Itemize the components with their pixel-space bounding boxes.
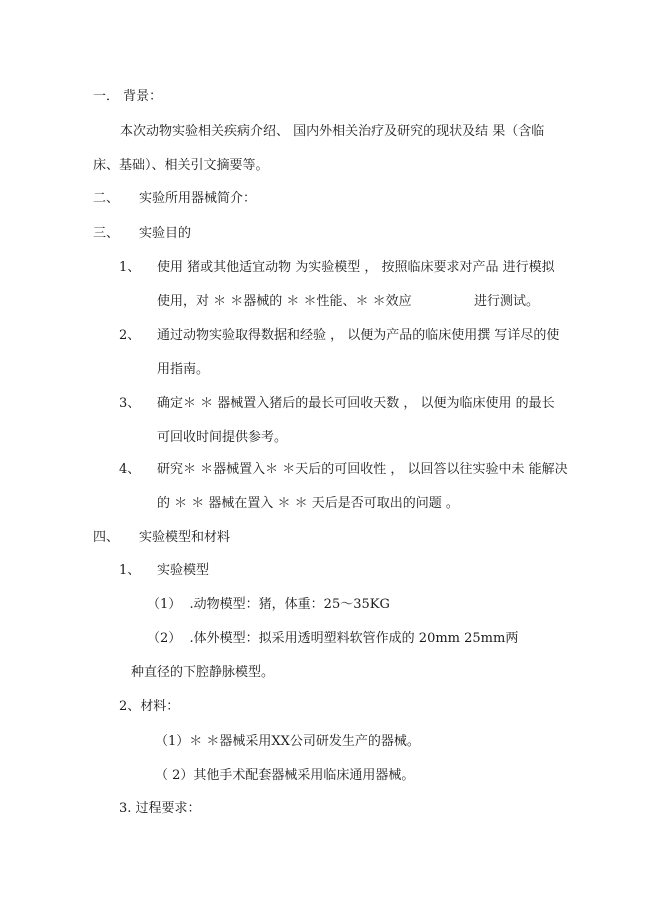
purpose-1-line-2-end: 进行测试。 <box>474 294 540 309</box>
section-1-body-line-2: 床、基础）、相关引文摘要等。 <box>93 158 269 173</box>
purpose-4-line-2: 的 ＊ ＊ 器械在置入 ＊ ＊ 天后是否可取出的问题 。 <box>157 496 459 511</box>
purpose-2-line-1: 通过动物实验取得数据和经验 ， 以便为产品的临床使用撰 写详尽的使 <box>157 328 560 343</box>
model-number: 1、 <box>119 563 141 578</box>
section-3-number: 三、 <box>93 226 120 241</box>
section-2-number: 二、 <box>93 191 120 206</box>
section-4-number: 四、 <box>93 530 120 545</box>
materials-item-2: （ 2）其他手术配套器械采用临床通用器械。 <box>155 768 415 783</box>
purpose-3-number: 3、 <box>119 396 141 411</box>
purpose-3-line-2: 可回收时间提供参考。 <box>157 430 288 445</box>
purpose-4-number: 4、 <box>119 462 141 477</box>
purpose-2-number: 2、 <box>119 328 141 343</box>
model-item-2-line-2: 种直径的下腔静脉模型。 <box>131 665 275 680</box>
purpose-4-line-1: 研究＊ ＊器械置入＊ ＊天后的可回收性 ， 以回答以往实验中未 能解决 <box>157 462 568 477</box>
materials-title: 2、材料： <box>119 699 180 714</box>
purpose-1-number: 1、 <box>119 260 141 275</box>
materials-item-1: （1）＊ ＊器械采用XX公司研发生产的器械。 <box>155 734 420 749</box>
purpose-2-line-2: 用指南。 <box>157 362 210 377</box>
section-3-title: 实验目的 <box>139 226 192 241</box>
process-title: 3. 过程要求： <box>119 801 201 816</box>
purpose-1-line-1: 使用 猪或其他适宜动物 为实验模型 ， 按照临床要求对产品 进行模拟 <box>157 260 555 275</box>
section-1-body-line-1: 本次动物实验相关疾病介绍、 国内外相关治疗及研究的现状及结 果（含临 <box>120 124 545 139</box>
section-4-title: 实验模型和材料 <box>139 530 231 545</box>
model-item-2-line-1: （2） .体外模型：拟采用透明塑料软管作成的 20mm 25mm两 <box>147 631 519 646</box>
purpose-1-line-2: 使用，对 ＊ ＊器械的 ＊ ＊性能、＊ ＊效应 <box>157 294 412 309</box>
model-title: 实验模型 <box>157 563 210 578</box>
section-1-heading: 一． 背景： <box>93 89 163 104</box>
section-2-title: 实验所用器械简介： <box>139 191 257 206</box>
purpose-3-line-1: 确定＊ ＊ 器械置入猪后的最长可回收天数 ， 以便为临床使用 的最长 <box>157 396 555 411</box>
model-item-1: （1） .动物模型：猪，体重：25～35KG <box>147 597 390 612</box>
